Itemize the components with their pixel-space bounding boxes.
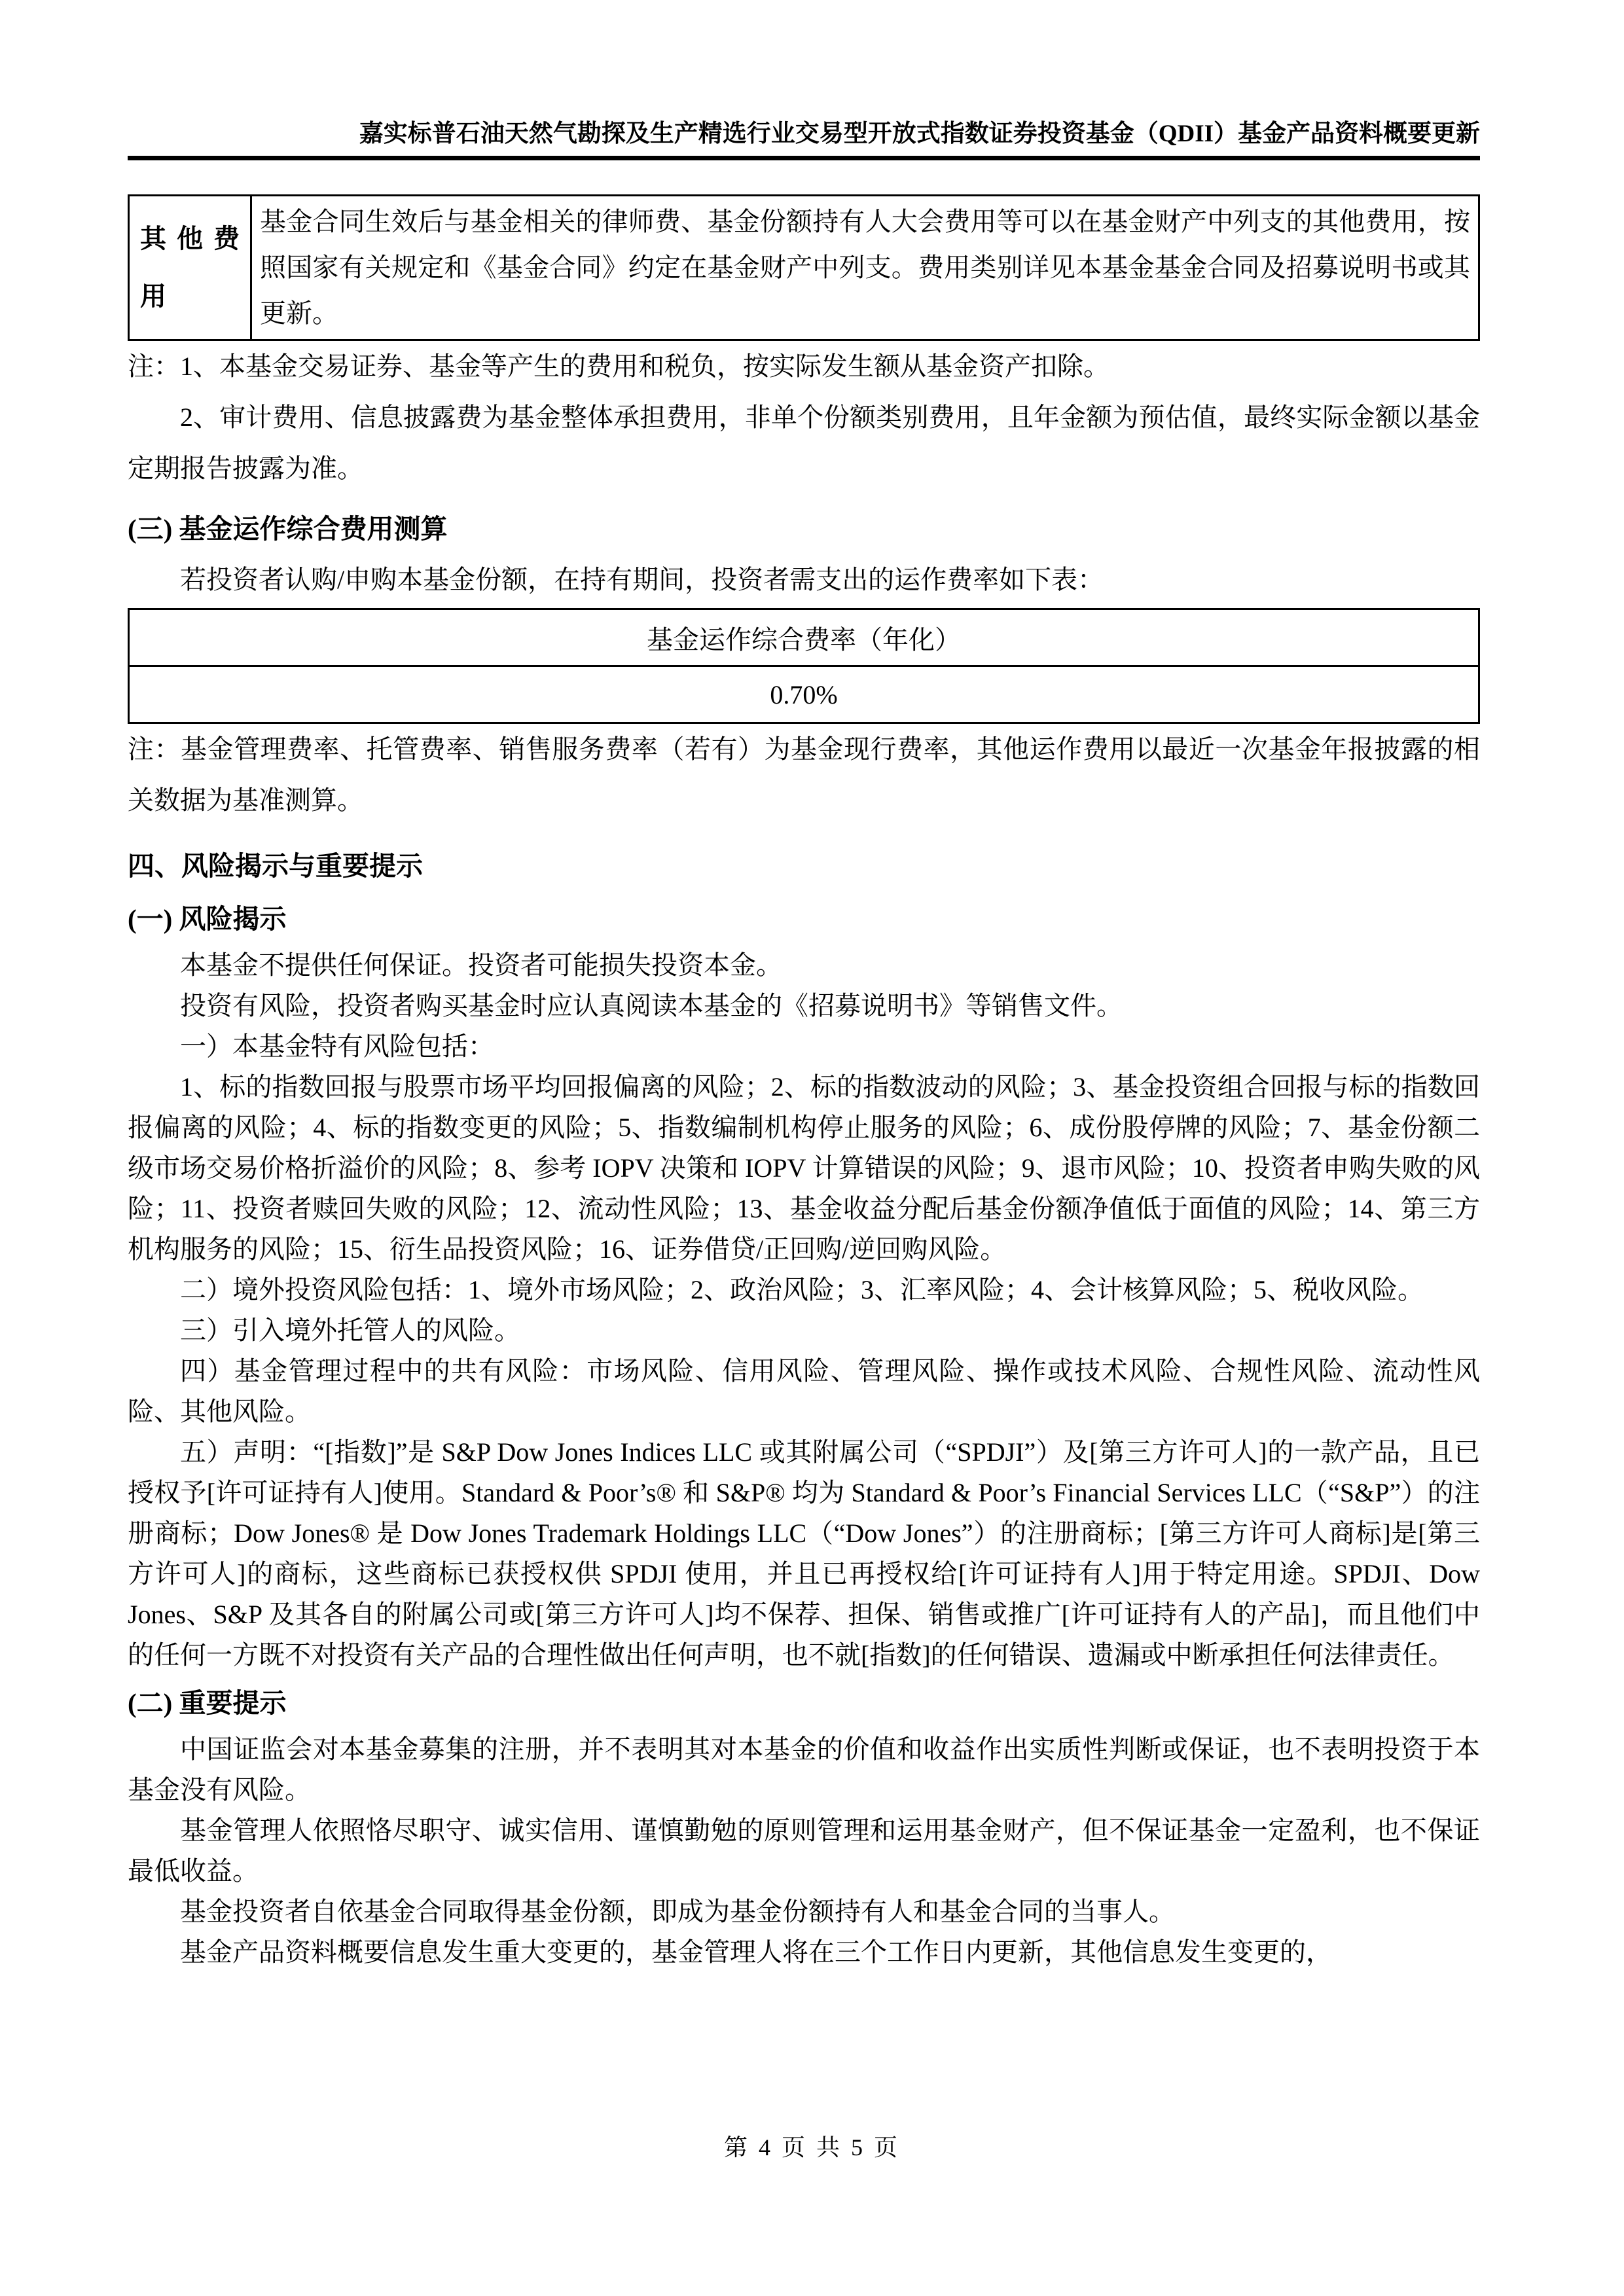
other-fee-row-label: 其他费用	[129, 196, 251, 340]
section-heading-risk-disclosure: (一) 风险揭示	[128, 904, 287, 934]
paragraph: 基金投资者自依基金合同取得基金份额，即成为基金份额持有人和基金合同的当事人。	[180, 1897, 1175, 1926]
paragraph: 五）声明：“[指数]”是 S&P Dow Jones Indices LLC 或其附属公司（“SPDJI”）及[第三方许可人]的一款产品，且已授权予[许可证持有人]使用。Standard & Poor’s® 和 S&P® 均为 Standard & Poor’s Financial Services LLC（“S&P”）的注册商标；Dow Jones® 是 Dow Jones Trademark Holdings LLC（“Dow Jones”）的注册商标；[第三方许可人商标]是[第三方许可人]的商标，这些商标已获授权供 SPDJI 使用，并且已再授权给[许可证持有人]用于特定用途。SPDJI、Dow Jones、S&P 及其各自的附属公司或[第三方许可人]均不保荐、担保、销售或推广[许可证持有人的产品]，而且他们中的任何一方既不对投资有关产品的合理性做出任何声明，也不就[指数]的任何错误、遗漏或中断承担任何法律责任。	[128, 1437, 1480, 1670]
rate-table-header: 基金运作综合费率（年化）	[129, 609, 1479, 666]
section-heading-important-notice: (二) 重要提示	[128, 1688, 287, 1718]
paragraph: 本基金不提供任何保证。投资者可能损失投资本金。	[180, 950, 782, 980]
paragraph: 四）基金管理过程中的共有风险：市场风险、信用风险、管理风险、操作或技术风险、合规性风险、流动性风险、其他风险。	[128, 1356, 1480, 1426]
operating-fee-intro: 若投资者认购/申购本基金份额，在持有期间，投资者需支出的运作费率如下表：	[180, 565, 1104, 594]
note-line: 2、审计费用、信息披露费为基金整体承担费用，非单个份额类别费用，且年金额为预估值，最终实际金额以基金定期报告披露为准。	[128, 403, 1480, 483]
table-row	[129, 666, 1479, 723]
paragraph: 投资有风险，投资者购买基金时应认真阅读本基金的《招募说明书》等销售文件。	[180, 991, 1123, 1020]
paragraph: 一）本基金特有风险包括：	[180, 1031, 494, 1061]
other-fee-notes	[128, 341, 1480, 494]
other-fee-table	[128, 194, 1480, 341]
operating-fee-intro-block	[128, 554, 1480, 605]
other-fee-row-content: 基金合同生效后与基金相关的律师费、基金份额持有人大会费用等可以在基金财产中列支的其他费用，按照国家有关规定和《基金合同》约定在基金财产中列支。费用类别详见本基金基金合同及招募说明书或其更新。	[251, 196, 1479, 340]
note-line: 注：1、本基金交易证券、基金等产生的费用和税负，按实际发生额从基金资产扣除。	[128, 351, 1110, 381]
paragraph: 中国证监会对本基金募集的注册，并不表明其对本基金的价值和收益作出实质性判断或保证，也不表明投资于本基金没有风险。	[128, 1734, 1480, 1804]
document-title: 嘉实标普石油天然气勘探及生产精选行业交易型开放式指数证券投资基金（QDII）基金产品资料概要更新	[359, 120, 1480, 147]
paragraph: 1、标的指数回报与股票市场平均回报偏离的风险；2、标的指数波动的风险；3、基金投资组合回报与标的指数回报偏离的风险；4、标的指数变更的风险；5、指数编制机构停止服务的风险；6、成份股停牌的风险；7、基金份额二级市场交易价格折溢价的风险；8、参考 IOPV 决策和 IOPV 计算错误的风险；9、退市风险；10、投资者申购失败的风险；11、投资者赎回失败的风险；12、流动性风险；13、基金收益分配后基金份额净值低于面值的风险；14、第三方机构服务的风险；15、衍生品投资风险；16、证券借贷/正回购/逆回购风险。	[128, 1072, 1480, 1264]
table-row	[129, 196, 1479, 340]
note-line: 注：基金管理费率、托管费率、销售服务费率（若有）为基金现行费率，其他运作费用以最近一次基金年报披露的相关数据为基准测算。	[128, 734, 1480, 815]
paragraph: 三）引入境外托管人的风险。	[180, 1316, 520, 1345]
risk-disclosure-body	[128, 945, 1480, 1676]
rate-table-value: 0.70%	[129, 666, 1479, 723]
paragraph: 二）境外投资风险包括：1、境外市场风险；2、政治风险；3、汇率风险；4、会计核算风险；5、税收风险。	[180, 1275, 1424, 1304]
important-notice-body	[128, 1729, 1480, 1973]
header-divider	[128, 156, 1480, 160]
page-content	[128, 0, 1480, 1973]
paragraph: 基金产品资料概要信息发生重大变更的，基金管理人将在三个工作日内更新，其他信息发生变更的，	[180, 1937, 1332, 1967]
table-row	[129, 609, 1479, 666]
section-heading-operating-fee: (三) 基金运作综合费用测算	[128, 514, 448, 544]
page-number: 第 4 页 共 5 页	[723, 2134, 900, 2161]
paragraph: 基金管理人依照恪尽职守、诚实信用、谨慎勤勉的原则管理和运用基金财产，但不保证基金一定盈利，也不保证最低收益。	[128, 1816, 1480, 1886]
operating-fee-note-block	[128, 724, 1480, 826]
operating-fee-rate-table	[128, 608, 1480, 724]
chapter-heading-risk: 四、风险揭示与重要提示	[128, 851, 423, 881]
